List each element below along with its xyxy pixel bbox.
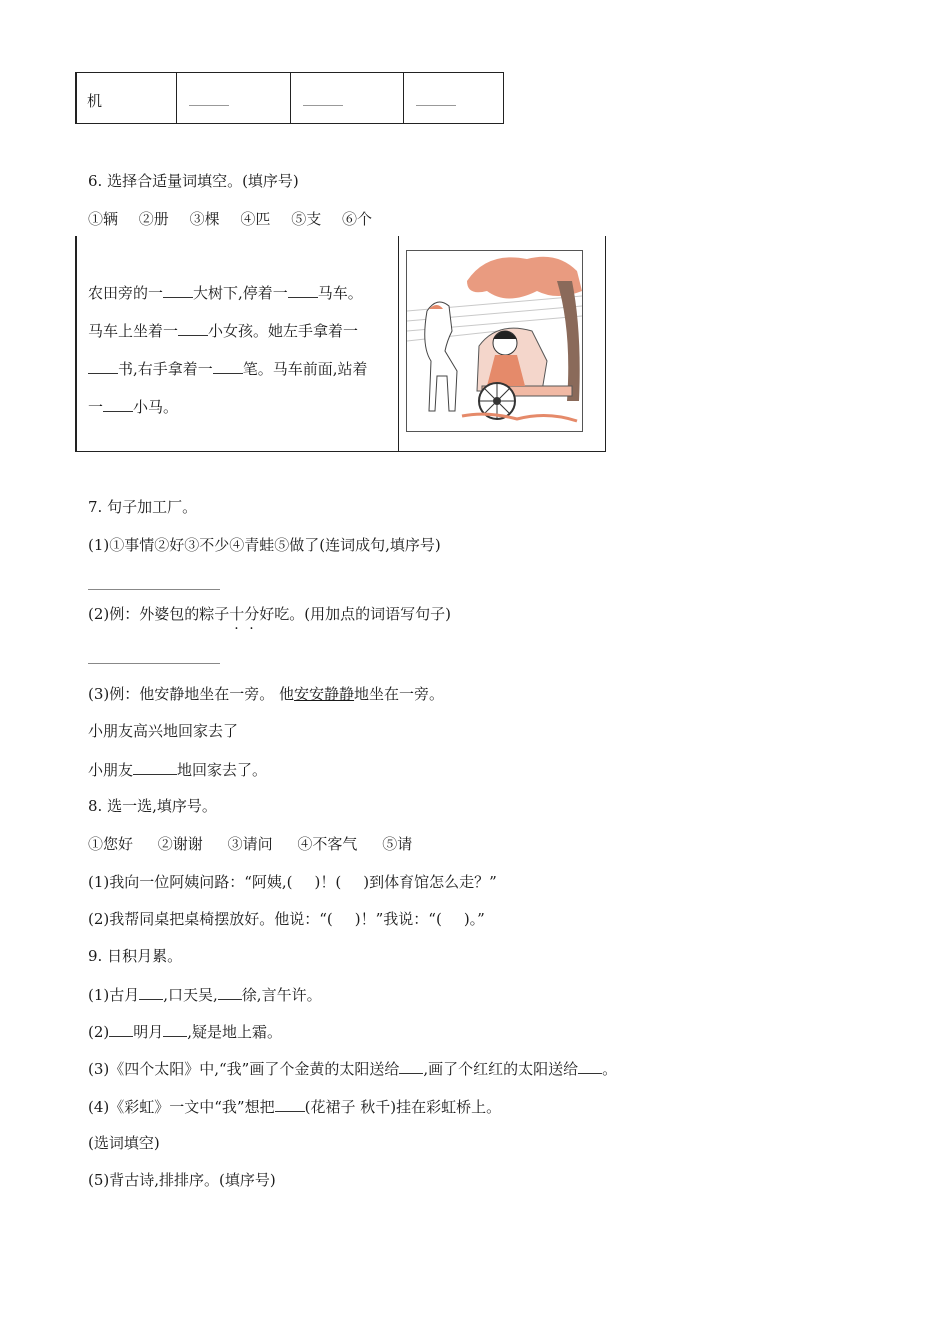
blank[interactable]	[133, 759, 177, 775]
option: ④不客气	[297, 835, 358, 853]
blank[interactable]	[163, 1021, 187, 1037]
q6-table	[75, 236, 606, 452]
blank[interactable]	[578, 1058, 602, 1074]
q6-title: 6. 选择合适量词填空。(填序号)	[88, 172, 299, 190]
table-cell-blank-1[interactable]	[177, 73, 291, 123]
blank[interactable]	[163, 282, 193, 298]
blank[interactable]	[103, 396, 133, 412]
blank[interactable]	[275, 1096, 305, 1112]
option: ③请问	[227, 835, 273, 853]
option: ⑥个	[341, 210, 372, 228]
q6-passage: 农田旁的一 大树下,停着一 马车。 马车上坐着一 小女孩。她左手拿着一 书,右手拿着一 笔。马车前面,站着 一 小马。	[88, 284, 368, 416]
blank[interactable]	[399, 1058, 423, 1074]
q8-s2: (2)我帮同桌把桌椅摆放好。他说：“( )！”我说：“( )。”	[88, 910, 485, 928]
q9-s1: (1)古月 ,口天吴, 徐,言午许。	[88, 986, 322, 1004]
blank[interactable]	[88, 358, 118, 374]
q9-title: 9. 日积月累。	[88, 947, 183, 965]
q8-title: 8. 选一选,填序号。	[88, 797, 217, 815]
q9-s6: (5)背古诗,排排序。(填序号)	[88, 1171, 276, 1189]
table-cell-char	[77, 73, 177, 123]
q9-s3: (3)《四个太阳》中,“我”画了个金黄的太阳送给 ,画了个红红的太阳送给 。	[88, 1060, 618, 1078]
table-cell-blank-3[interactable]	[404, 73, 504, 123]
q7-s4: 小朋友高兴地回家去了	[88, 722, 239, 740]
option: ①您好	[88, 835, 134, 853]
q7-s2: (2)例：外婆包的粽子十分好吃。(用加点的词语写句子)	[88, 605, 451, 623]
blank[interactable]	[213, 358, 243, 374]
option: ①辆	[88, 210, 119, 228]
q9-s2: (2) 明月 ,疑是地上霜。	[88, 1023, 283, 1041]
option: ⑤支	[291, 210, 322, 228]
blank[interactable]	[139, 984, 163, 1000]
q8-s1: (1)我向一位阿姨问路：“阿姨,( )！( )到体育馆怎么走？”	[88, 873, 497, 891]
blank[interactable]	[109, 1021, 133, 1037]
blank[interactable]	[218, 984, 242, 1000]
option: ②谢谢	[157, 835, 203, 853]
option: ④匹	[240, 210, 271, 228]
table-divider	[398, 236, 399, 451]
option: ⑤请	[382, 835, 413, 853]
q7-s1: (1)①事情②好③不少④青蛙⑤做了(连词成句,填序号)	[88, 536, 441, 554]
table-cell-blank-2[interactable]	[291, 73, 404, 123]
option: ②册	[138, 210, 169, 228]
q9-s4: (4)《彩虹》一文中“我”想把 (花裙子 秋千)挂在彩虹桥上。	[88, 1098, 502, 1116]
answer-line[interactable]	[88, 589, 220, 590]
q7-s3: (3)例：他安静地坐在一旁。 他安安静静地坐在一旁。	[88, 685, 445, 703]
table-char: 机	[87, 92, 103, 110]
horse-cart-illustration	[406, 250, 583, 432]
blank[interactable]	[288, 282, 318, 298]
q7-title: 7. 句子加工厂。	[88, 498, 198, 516]
q6-options	[88, 209, 372, 229]
option: ③棵	[189, 210, 220, 228]
blank[interactable]	[178, 320, 208, 336]
answer-table-top	[75, 72, 504, 124]
answer-line[interactable]	[88, 663, 220, 664]
q7-s5: 小朋友 地回家去了。	[88, 761, 268, 779]
q9-s5: (选词填空)	[88, 1134, 160, 1152]
q8-options	[88, 834, 412, 854]
